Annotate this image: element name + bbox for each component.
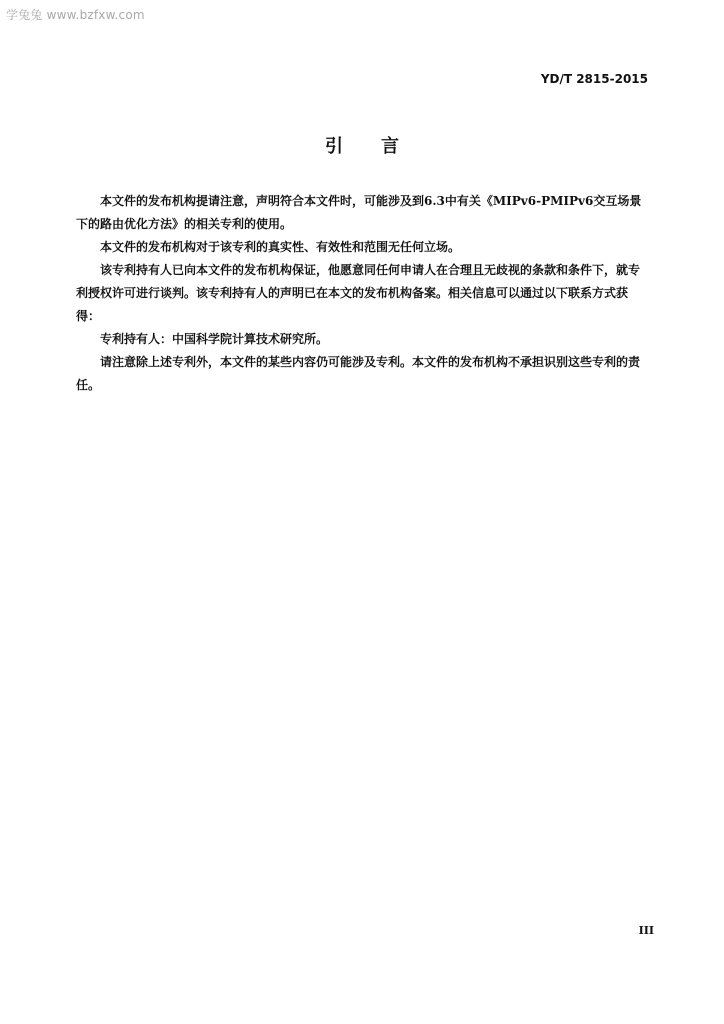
section-title: 引言 (325, 136, 437, 157)
paragraph: 专利持有人：中国科学院计算技术研究所。 (100, 332, 329, 346)
standard-number: YD/T 2815-2015 (540, 72, 648, 86)
paragraph: 本文件的发布机构提请注意，声明符合本文件时，可能涉及到6.3中有关《MIPv6-PMIPv6交互场景下的路由优化方法》的相关专利的使用。 (76, 194, 642, 231)
paragraph: 该专利持有人已向本文件的发布机构保证，他愿意同任何申请人在合理且无歧视的条款和条件下，就专利授权许可进行谈判。该专利持有人的声明已在本文的发布机构备案。相关信息可以通过以下联系方式获得： (76, 263, 641, 323)
page-number: III (638, 924, 654, 937)
paragraph: 请注意除上述专利外，本文件的某些内容仍可能涉及专利。本文件的发布机构不承担识别这些专利的责任。 (76, 355, 641, 392)
paragraph: 本文件的发布机构对于该专利的真实性、有效性和范围无任何立场。 (100, 240, 461, 254)
site-watermark: 学兔兔 www.bzfxw.com (6, 8, 145, 22)
body-text (76, 190, 648, 397)
